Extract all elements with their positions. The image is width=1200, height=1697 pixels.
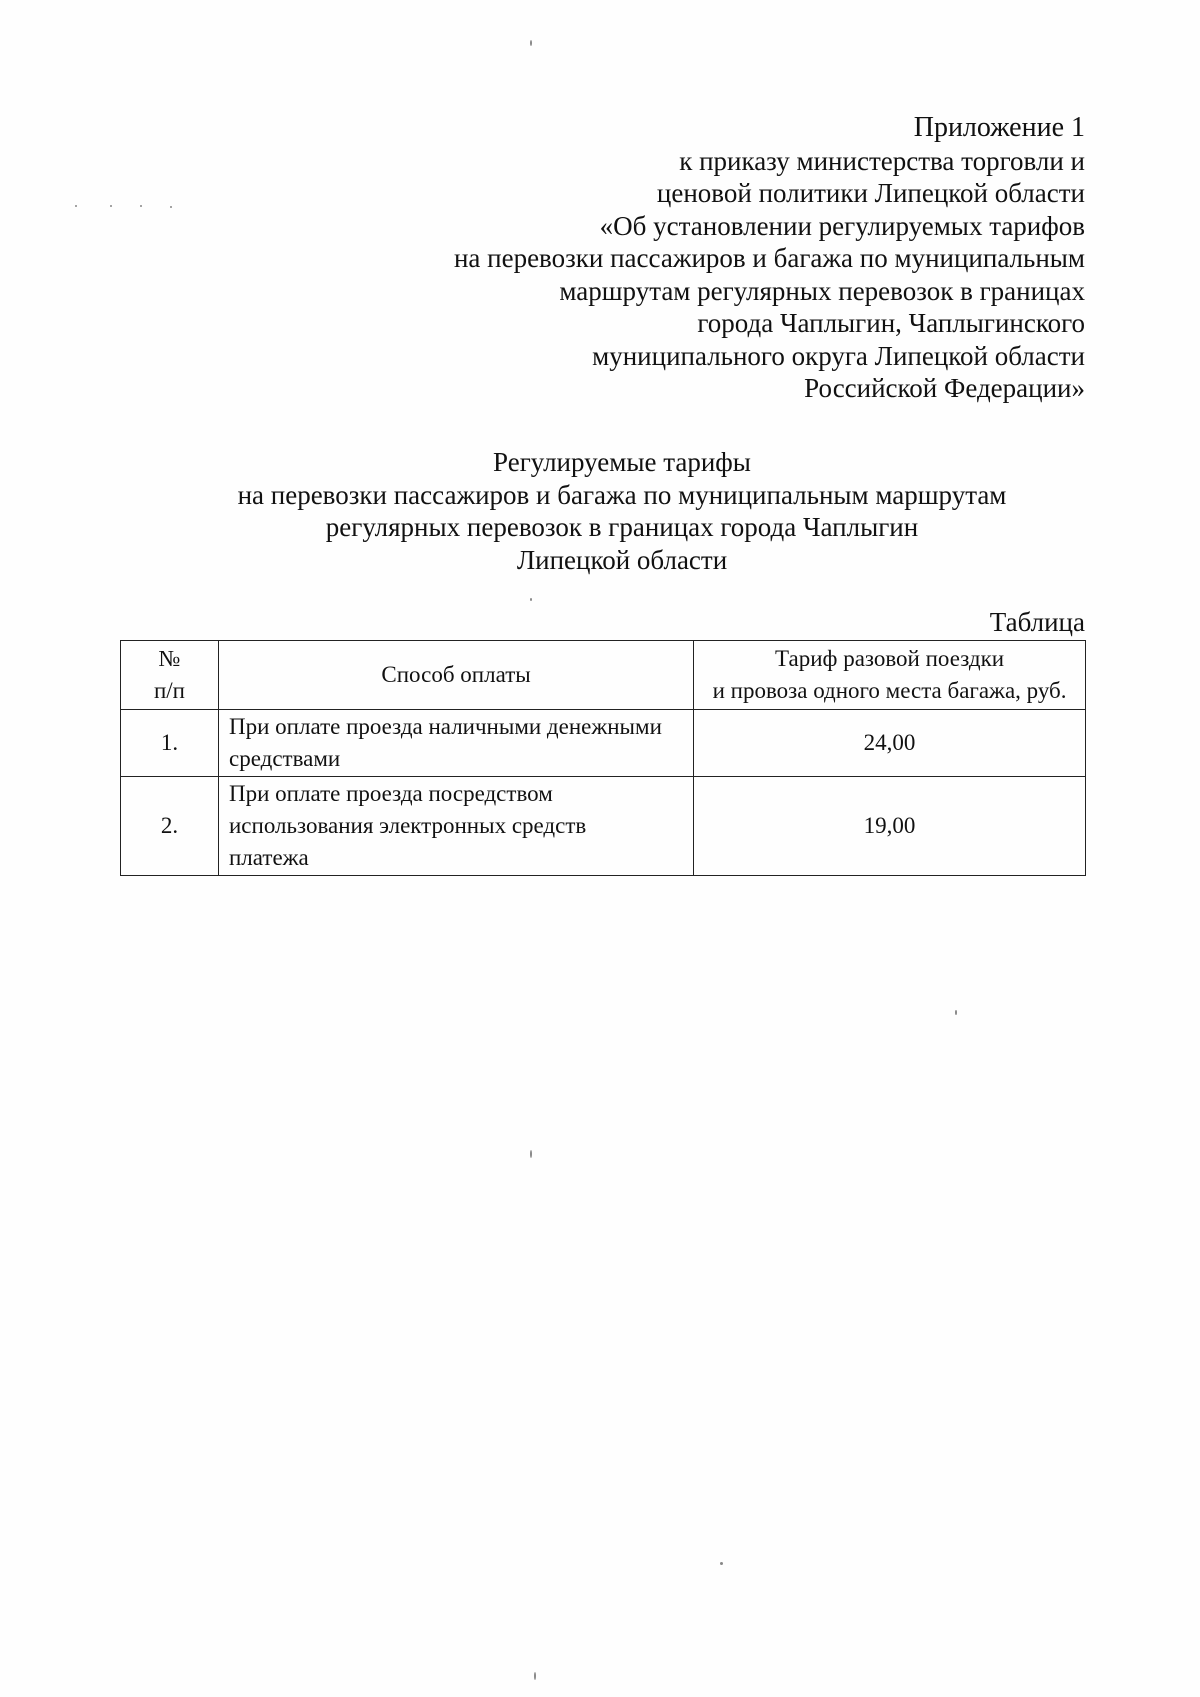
scan-speck — [530, 40, 532, 46]
scan-speck — [75, 205, 77, 207]
header-tariff — [694, 641, 1086, 710]
appendix-line: к приказу министерства торговли и — [679, 145, 1085, 176]
scan-speck — [530, 1150, 532, 1158]
appendix-line: города Чаплыгин, Чаплыгинского — [697, 308, 1085, 338]
appendix-line: ценовой политики Липецкой области — [656, 178, 1085, 208]
row-method — [219, 777, 694, 876]
header-tariff-line: и провоза одного места багажа, руб. — [712, 678, 1067, 703]
header-number-pp: п/п — [153, 678, 185, 703]
appendix-title: Приложение 1 — [913, 112, 1085, 143]
row-tariff: 24,00 — [694, 710, 1086, 777]
appendix-line: Российской Федерации» — [804, 373, 1085, 403]
tariff-table — [120, 640, 1086, 876]
header-number-sign: № — [158, 646, 181, 671]
table-header — [121, 641, 1086, 710]
scan-speck — [534, 1672, 536, 1680]
row-method-line: При оплате проезда посредством — [229, 781, 553, 806]
scan-speck — [530, 598, 532, 601]
row-method — [219, 710, 694, 777]
scan-speck — [170, 206, 172, 208]
row-tariff: 19,00 — [694, 777, 1086, 876]
document-title-line: на перевозки пассажиров и багажа по муниципальным маршрутам — [237, 479, 1007, 510]
table-body — [121, 710, 1086, 876]
table-header-row — [121, 641, 1086, 710]
row-method-line: использования электронных средств — [229, 813, 587, 838]
document-title-line: Липецкой области — [516, 544, 728, 575]
table-caption: Таблица — [989, 607, 1085, 637]
scan-speck — [955, 1010, 957, 1015]
table-row — [121, 710, 1086, 777]
header-number — [121, 641, 219, 710]
row-number: 1. — [121, 710, 219, 777]
document-title-line: Регулируемые тарифы — [493, 447, 751, 477]
scan-speck — [140, 205, 142, 207]
row-method-line: При оплате проезда наличными денежными — [229, 714, 662, 739]
header-method: Способ оплаты — [219, 641, 694, 710]
scan-speck — [720, 1562, 723, 1565]
appendix-line: муниципального округа Липецкой области — [592, 340, 1085, 371]
row-method-line: средствами — [229, 746, 341, 771]
appendix-header — [454, 112, 1085, 405]
appendix-line: «Об установлении регулируемых тарифов — [599, 210, 1085, 241]
appendix-line: на перевозки пассажиров и багажа по муниципальным — [453, 243, 1085, 273]
document-title-line: регулярных перевозок в границах города Чаплыгин — [325, 512, 919, 542]
table-row — [121, 777, 1086, 876]
row-method-line: платежа — [229, 845, 309, 870]
document-title — [130, 446, 1114, 576]
row-number: 2. — [121, 777, 219, 876]
scan-speck — [110, 205, 112, 207]
header-tariff-line: Тариф разовой поездки — [775, 646, 1005, 671]
appendix-line: маршрутам регулярных перевозок в границах — [559, 275, 1085, 306]
